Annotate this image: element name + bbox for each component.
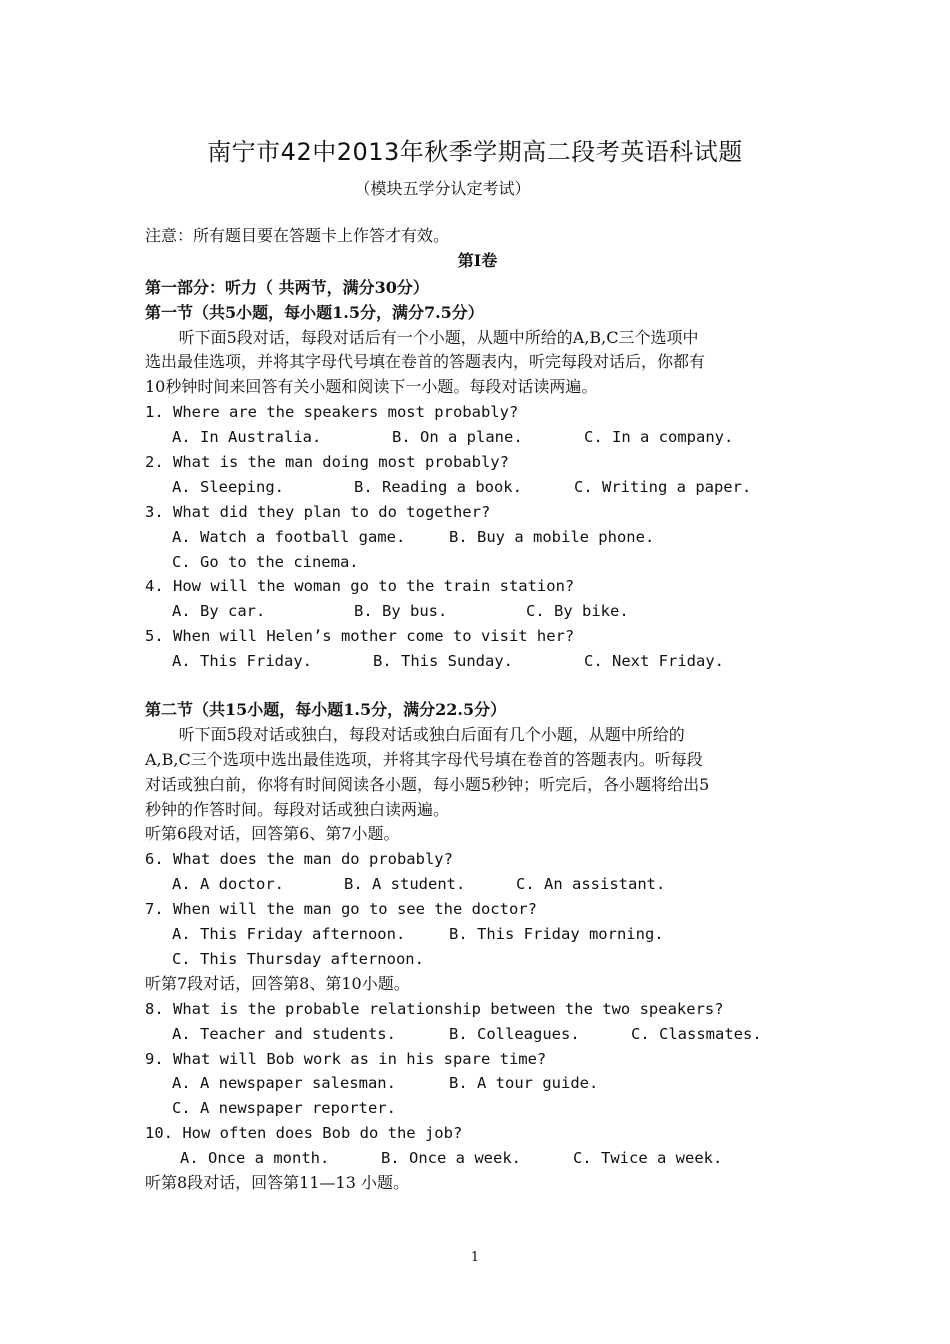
page-title: 南宁市42中2013年秋季学期高二段考英语科试题 <box>207 138 743 166</box>
group-instruction: 听第6段对话，回答第6、第7小题。 <box>145 824 400 844</box>
question-options <box>145 922 810 947</box>
option-b: B. Reading a book. <box>354 477 522 496</box>
question-stem: 4. How will the woman go to the train station? <box>145 577 575 596</box>
page-subtitle: （模块五学分认定考试） <box>354 179 531 198</box>
question-stem: 8. What is the probable relationship between the two speakers? <box>145 999 724 1018</box>
instruction-line: A,B,C三个选项中选出最佳选项，并将其字母代号填在卷首的答题表内。听每段 <box>145 749 703 769</box>
instruction-line: 听下面5段对话，每段对话后有一个小题，从题中所给的A,B,C三个选项中 <box>178 327 699 347</box>
instruction-line: 听下面5段对话或独白，每段对话或独白后面有几个小题，从题中所给的 <box>178 724 685 744</box>
question-options <box>145 1022 810 1047</box>
option-c: C. Twice a week. <box>573 1149 723 1168</box>
section-spacer <box>145 674 810 698</box>
option-a: A. Sleeping. <box>172 477 284 496</box>
option-a: A. A doctor. <box>172 875 284 894</box>
option-c: C. This Thursday afternoon. <box>172 949 424 968</box>
instruction-line: 10秒钟时间来回答有关小题和阅读下一小题。每段对话读两遍。 <box>145 377 598 397</box>
question-options <box>145 649 810 674</box>
question-stem: 6. What does the man do probably? <box>145 850 453 869</box>
question-stem: 3. What did they plan to do together? <box>145 502 491 521</box>
option-b: B. On a plane. <box>392 428 523 447</box>
option-c: C. A newspaper reporter. <box>172 1099 396 1118</box>
option-c: C. An assistant. <box>516 875 666 894</box>
question-stem: 7. When will the man go to see the doctor? <box>145 900 537 919</box>
question-stem: 2. What is the man doing most probably? <box>145 453 509 472</box>
option-b: B. Colleagues. <box>449 1024 580 1043</box>
option-a: A. Watch a football game. <box>172 527 406 546</box>
instruction-line: 秒钟的作答时间。每段对话或独白读两遍。 <box>145 799 450 819</box>
question-options <box>145 1071 810 1096</box>
option-b: B. A tour guide. <box>449 1074 599 1093</box>
option-a: A. By car. <box>172 602 266 621</box>
question-options <box>145 1146 810 1171</box>
option-a: A. Once a month. <box>180 1149 330 1168</box>
option-a: A. This Friday afternoon. <box>172 925 406 944</box>
section1-instructions <box>145 326 810 401</box>
instruction-line: 选出最佳选项，并将其字母代号填在卷首的答题表内，听完每段对话后，你都有 <box>145 352 706 372</box>
section2-heading: 第二节（共15小题，每小题1.5分，满分22.5分） <box>145 700 507 720</box>
option-c: C. By bike. <box>526 602 629 621</box>
option-b: B. This Friday morning. <box>449 925 664 944</box>
question-options <box>145 525 810 550</box>
option-c: C. In a company. <box>584 428 734 447</box>
option-c: C. Next Friday. <box>584 652 724 671</box>
option-c: C. Go to the cinema. <box>172 552 359 571</box>
group-instruction: 听第7段对话，回答第8、第10小题。 <box>145 973 410 993</box>
question-options <box>145 872 810 897</box>
option-b: B. Once a week. <box>381 1149 521 1168</box>
notice-text: 注意：所有题目要在答题卡上作答才有效。 <box>145 226 450 245</box>
volume-heading: 第Ⅰ卷 <box>457 250 498 270</box>
exam-content <box>145 224 810 1196</box>
option-a: A. Teacher and students. <box>172 1024 396 1043</box>
option-b: B. By bus. <box>354 602 448 621</box>
section2-instructions <box>145 723 810 823</box>
question-options <box>145 599 810 624</box>
option-b: B. This Sunday. <box>373 652 513 671</box>
question-stem: 1. Where are the speakers most probably? <box>145 403 519 422</box>
option-a: A. A newspaper salesman. <box>172 1074 396 1093</box>
option-b: B. A student. <box>344 875 466 894</box>
group-instruction: 听第8段对话，回答第11—13 小题。 <box>145 1172 409 1192</box>
question-stem: 9. What will Bob work as in his spare time? <box>145 1049 547 1068</box>
question-stem: 10. How often does Bob do the job? <box>145 1124 463 1143</box>
question-stem: 5. When will Helen’s mother come to visit her? <box>145 627 575 646</box>
page-number: 1 <box>470 1250 480 1265</box>
part1-heading: 第一部分：听力（ 共两节，满分30分） <box>145 277 429 297</box>
question-options <box>145 425 810 450</box>
option-a: A. In Australia. <box>172 428 322 447</box>
question-options <box>145 475 810 500</box>
option-c: C. Classmates. <box>631 1024 762 1043</box>
section1-heading: 第一节（共5小题，每小题1.5分，满分7.5分） <box>145 302 484 322</box>
option-b: B. Buy a mobile phone. <box>449 527 655 546</box>
option-c: C. Writing a paper. <box>574 477 752 496</box>
instruction-line: 对话或独白前，你将有时间阅读各小题，每小题5秒钟；听完后，各小题将给出5 <box>145 774 710 794</box>
option-a: A. This Friday. <box>172 652 312 671</box>
